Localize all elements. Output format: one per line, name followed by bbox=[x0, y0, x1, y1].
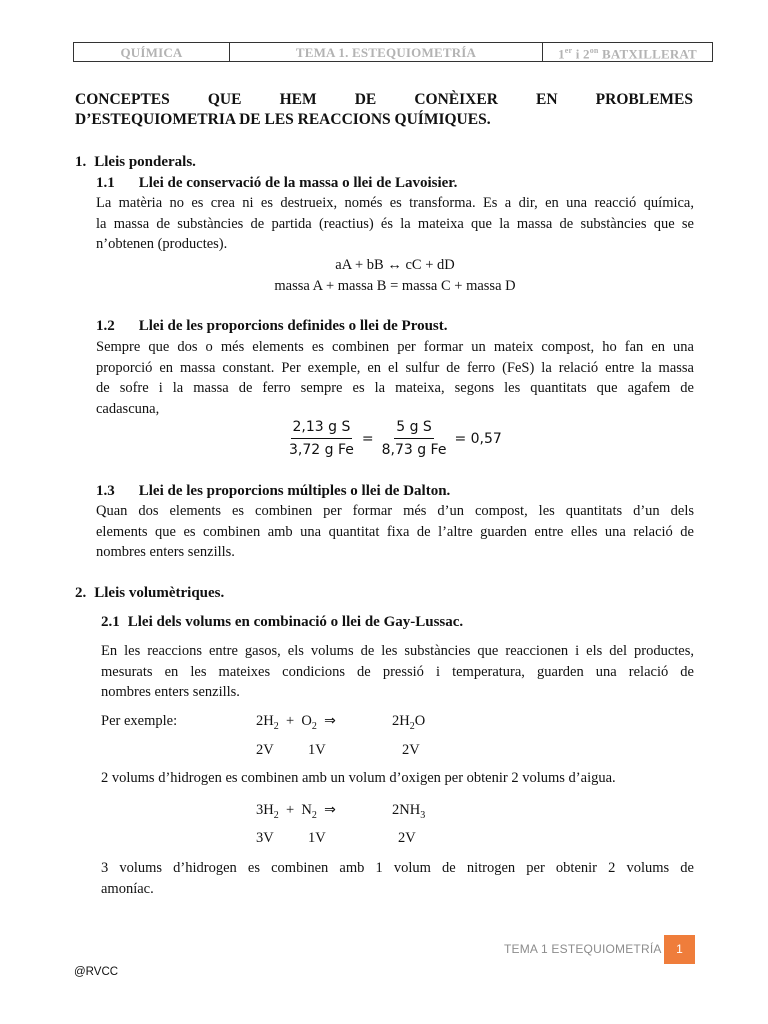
example2-product: $2NH_3$ bbox=[392, 802, 426, 821]
yields-arrow-icon: ⇒ bbox=[324, 713, 336, 729]
example2-reaction: $3H_2 + N_2$ ⇒ bbox=[256, 802, 336, 821]
section1-3-paragraph: Quan dos elements es combinen per formar més d’un compost, les quantitats d’un dels elements que es combinen amb una quantitat fixa de l’altre guarden entre elles una relació de nombres enters senzills. bbox=[96, 503, 694, 560]
proust-fraction-equation: $\frac{\text{2,13 g S}}{\text{3,72 g Fe}}$ = $\frac{\text{5 g S}}{\text{8,73 g Fe}}$ = 0,57 bbox=[289, 419, 502, 458]
header-subject: QUÍMICA bbox=[74, 43, 230, 62]
example2-volume-1: 3V bbox=[256, 830, 274, 846]
section1-3-heading: 1.3 Llei de les proporcions múltiples o llei de Dalton. bbox=[96, 483, 451, 499]
section2-1-paragraph: En les reaccions entre gasos, els volums de les substàncies que reaccionen i els del productes, mesurats en les mateixes condicions de pressió i temperatura, guarden una relació de nombres enters senzills. bbox=[101, 643, 694, 700]
section1-1-paragraph: La matèria no es crea ni es destrueix, només es transforma. Es a dir, en una reacció química, la massa de substàncies de partida (reactius) és la mateixa que la massa de substàncies que se n’obtenen (productes). bbox=[96, 195, 694, 252]
example2-volume-2: 1V bbox=[308, 830, 326, 846]
fraction-2: $\frac{\text{5 g S}}{\text{8,73 g Fe}}$ bbox=[381, 419, 447, 458]
footer-topic: TEMA 1 ESTEQUIOMETRÍA bbox=[504, 942, 662, 956]
header-level: 1er i $2^{on}$ BATXILLERAT bbox=[543, 43, 713, 62]
header-table bbox=[73, 42, 713, 62]
section2-heading: 2. Lleis volumètriques. bbox=[75, 585, 225, 601]
example1-volume-3: 2V bbox=[402, 742, 420, 758]
example1-volume-1: 2V bbox=[256, 742, 274, 758]
page-number: 1 bbox=[664, 935, 695, 964]
yields-arrow-icon: ⇒ bbox=[324, 802, 336, 818]
example1-volume-2: 1V bbox=[308, 742, 326, 758]
document-title-line2: D’ESTEQUIOMETRIA DE LES REACCIONS QUÍMIQUES. bbox=[75, 111, 491, 128]
example1-reaction: $2H_2 + O_2$ ⇒ bbox=[256, 713, 336, 732]
section2-1-heading: 2.1 Llei dels volums en combinació o llei de Gay-Lussac. bbox=[101, 614, 464, 630]
header-topic: TEMA 1. ESTEQUIOMETRÍA bbox=[230, 43, 543, 62]
section1-2-heading: 1.2 Llei de les proporcions definides o llei de Proust. bbox=[96, 318, 448, 334]
example2-volume-3: 2V bbox=[398, 830, 416, 846]
lavoisier-mass-equation: massa A + massa B = massa C + massa D bbox=[274, 278, 516, 294]
document-title-line1: CONCEPTES QUE HEM DE CONÈIXER EN PROBLEMES bbox=[75, 91, 693, 108]
fraction-result: = 0,57 bbox=[454, 430, 502, 447]
example1-product: $2H_2O$ bbox=[392, 713, 426, 732]
example2-explanation: 3 volums d’hidrogen es combinen amb 1 volum de nitrogen per obtenir 2 volums de amoníac. bbox=[101, 860, 694, 897]
lavoisier-equation: aA + bB ↔ cC + dD bbox=[335, 257, 455, 273]
example1-explanation: 2 volums d’hidrogen es combinen amb un volum d’oxigen per obtenir 2 volums d’aigua. bbox=[101, 770, 616, 786]
example-label: Per exemple: bbox=[101, 713, 178, 729]
fraction-1: $\frac{\text{2,13 g S}}{\text{3,72 g Fe}}$ bbox=[289, 419, 354, 458]
section1-2-paragraph: Sempre que dos o més elements es combinen per formar un mateix compost, ho fan en una proporció en massa constant. Per exemple, en el sulfur de ferro (FeS) la relació entre la massa de sofre i la massa de ferro sempre es la mateixa, segons les quantitats que agafem de cadascuna, bbox=[96, 339, 694, 417]
section1-1-heading: 1.1 Llei de conservació de la massa o llei de Lavoisier. bbox=[96, 175, 458, 191]
footer-author: @RVCC bbox=[74, 966, 119, 978]
section1-heading: 1. Lleis ponderals. bbox=[75, 154, 196, 170]
